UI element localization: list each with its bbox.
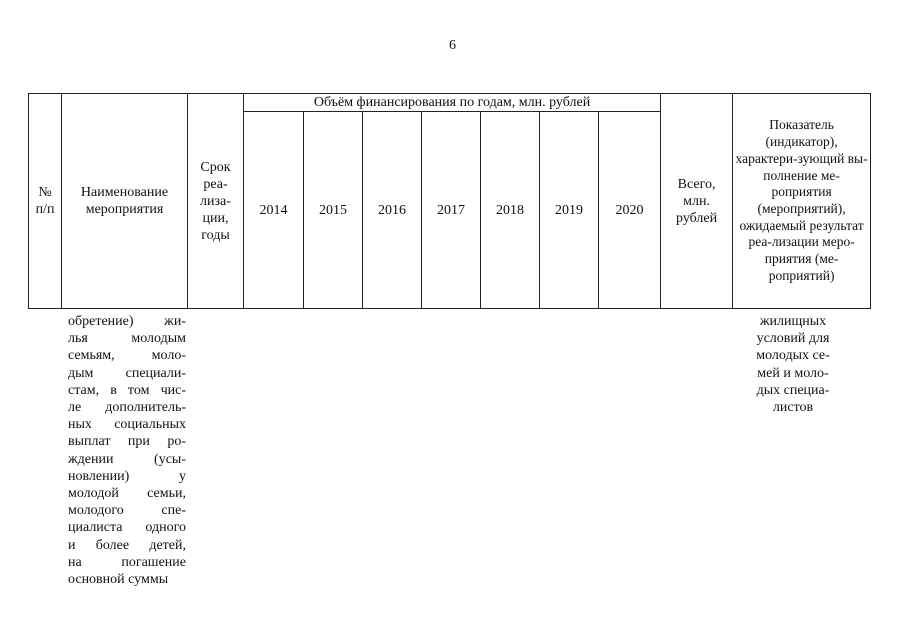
indicator-line: листов: [772, 400, 814, 416]
name-line: основной суммы: [68, 572, 169, 588]
indicator-line: молодых се-: [756, 348, 830, 364]
year-2019: 2019: [540, 112, 599, 309]
year-2015: 2015: [304, 112, 363, 309]
name-line: циалиста одного: [68, 520, 186, 536]
indicator-line: дых специа-: [756, 382, 830, 398]
page-number: 6: [449, 38, 456, 53]
name-line: выплат при ро-: [68, 434, 186, 450]
year-2017: 2017: [422, 112, 481, 309]
name-line: и более детей,: [68, 537, 186, 553]
header-row-top: [29, 94, 871, 112]
name-line: ле дополнитель-: [68, 400, 186, 416]
indicator-line: условий для: [756, 331, 830, 347]
year-2016: 2016: [363, 112, 422, 309]
header-indicator: Показатель (индикатор), характери-зующий вы-полнение ме-роприятия (мероприятий), ожидаемый результат реа-лизации меро-приятия (ме-роприятий): [733, 94, 871, 309]
name-line: дым специали-: [68, 365, 186, 381]
header-num: № п/п: [29, 94, 62, 309]
name-line: новлении) у: [68, 468, 186, 484]
header-total: Всего, млн. рублей: [661, 94, 733, 309]
name-line: обретение) жи-: [68, 314, 186, 329]
header-name: Наименование мероприятия: [62, 94, 188, 309]
name-line: молодого спе-: [68, 503, 186, 519]
name-line: на погашение: [68, 554, 186, 570]
name-line: ждении (усы-: [68, 451, 186, 467]
name-continuation: [68, 313, 186, 588]
indicator-line: мей и моло-: [757, 365, 829, 381]
name-line: стам, в том чис-: [68, 382, 186, 398]
header-term: Срок реа-лиза-ции, годы: [188, 94, 244, 309]
indicator-line: жилищных: [759, 314, 827, 329]
funding-table: [28, 93, 871, 309]
year-2020: 2020: [599, 112, 661, 309]
year-2018: 2018: [481, 112, 540, 309]
name-line: семьям, моло-: [68, 348, 186, 364]
name-line: лья молодым: [68, 331, 186, 347]
year-2014: 2014: [244, 112, 304, 309]
header-funding: Объём финансирования по годам, млн. рублей: [244, 94, 661, 112]
name-line: молодой семьи,: [68, 486, 186, 502]
name-line: ных социальных: [68, 417, 186, 433]
indicator-continuation: [728, 313, 858, 416]
